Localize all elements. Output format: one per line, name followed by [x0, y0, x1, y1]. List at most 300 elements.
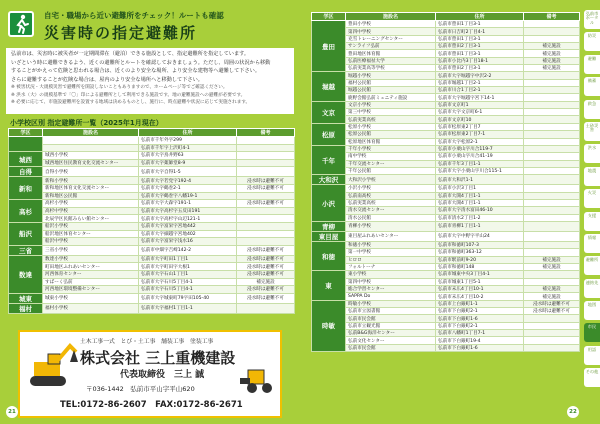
table-row: [9, 159, 295, 167]
facility-name: 三省小学校: [43, 245, 139, 255]
facility-name: 高杉中学校: [43, 207, 139, 215]
table-row: [312, 344, 580, 351]
facility-address: 弘前市大字城東町79字田105-40: [139, 293, 237, 303]
table-row: [312, 87, 580, 94]
excavator-icon: [24, 340, 80, 392]
facility-note: [524, 28, 580, 35]
intro-text: 弘前市は、災害時に被災者が一定期間滞在（避泊）できる施設として、指定避難所を指定しています。: [11, 51, 250, 57]
emergency-exit-icon: [8, 11, 34, 37]
facility-address: 弘前市清水2丁目1-2: [436, 214, 524, 221]
facility-note: 浸水時は避難不可: [524, 308, 580, 315]
table-row: [312, 79, 580, 86]
section-tab[interactable]: 支援: [584, 212, 600, 231]
facility-note: [237, 303, 295, 313]
column-header: 学区: [9, 129, 43, 137]
facility-name: 大和沢小学校: [346, 175, 436, 185]
table-row: [312, 72, 580, 79]
facility-address: 弘前市青柳1丁目1-1: [436, 221, 524, 231]
table-row: [312, 65, 580, 72]
facility-address: 弘前市八幡町1丁目7-1: [436, 330, 524, 337]
district-cell: 数達: [9, 255, 43, 293]
facility-address: 弘前市千年3丁目1-1: [436, 160, 524, 167]
facility-address: 弘前市大字松原2-1: [436, 138, 524, 145]
facility-name: 時敏小学校: [346, 300, 436, 307]
facility-name: 城西小学校: [43, 152, 139, 160]
facility-address: 弘前市大字石川5丁目4-1: [139, 286, 237, 294]
table-row: [312, 192, 580, 199]
facility-name: 第四中学校: [346, 278, 436, 285]
facility-address: 弘前市文京町10: [436, 116, 524, 123]
table-row: [312, 300, 580, 307]
facility-note: [524, 109, 580, 116]
table-row: [9, 270, 295, 278]
facility-address: 弘前市大字若党字192-4: [139, 177, 237, 185]
table-row: [9, 192, 295, 200]
facility-note: [524, 138, 580, 145]
section-tab[interactable]: 市民: [584, 323, 600, 342]
facility-name: 弘前文化センター: [346, 337, 436, 344]
facility-address: 弘前市大字鶴巻字八幡19-1: [139, 192, 237, 200]
table-row: [9, 177, 295, 185]
district-cell: 城西: [9, 152, 43, 167]
table-row: [9, 152, 295, 160]
facility-name: 河西地区環境整備センター: [43, 286, 139, 294]
intro-note: ※ 洪水（大）の規模基準で「〇」印による避難所として利用できる施設です。地の避難施設への避難が必要です。: [11, 92, 246, 98]
facility-address: 弘前市大字自得1-5: [139, 167, 237, 177]
facility-note: 浸水時は避難不可: [237, 184, 295, 192]
facility-name: 新和地区公民館: [43, 192, 139, 200]
district-cell: 松原: [312, 123, 346, 145]
table-row: [9, 222, 295, 230]
table-row: [312, 175, 580, 185]
ad-representative: 代表取締役 三上 誠: [120, 370, 205, 380]
section-tab[interactable]: 地図: [584, 301, 600, 320]
section-tab[interactable]: 備蓄: [584, 77, 600, 96]
column-header: 住所: [139, 129, 237, 137]
facility-name: 清水交流センター: [346, 207, 436, 214]
facility-address: 弘前市末広4丁目10-1: [436, 286, 524, 293]
facility-name: 河西体育センター: [43, 270, 139, 278]
table-row: [9, 263, 295, 271]
page-number: 22: [567, 406, 579, 418]
district-cell: 東: [312, 271, 346, 300]
facility-note: 補完施設: [524, 65, 580, 72]
intro-text: いざという時に避難できるよう、近くの避難所とルートを確認しておきましょう。ただし、周囲の状況から移動: [11, 59, 271, 66]
facility-note: [237, 207, 295, 215]
facility-name: 豊田小学校: [346, 21, 436, 28]
section-tab[interactable]: 避難: [584, 55, 600, 74]
facility-name: 自得小学校: [43, 167, 139, 177]
facility-address: 弘前市豊田2丁目3-1: [436, 43, 524, 50]
facility-note: [524, 101, 580, 108]
facility-address: 弘前市大字富栄字浅水16: [139, 238, 237, 246]
facility-note: [524, 175, 580, 185]
facility-note: [237, 144, 295, 152]
header-subtitle: 自宅・職場から近い避難所をチェック！ルートも確認: [44, 11, 224, 20]
table-row: [312, 231, 580, 241]
facility-note: [524, 145, 580, 152]
section-tab[interactable]: 火災: [584, 189, 600, 208]
facility-address: 弘前市上白銀町1-1: [436, 300, 524, 307]
district-cell: 新和: [9, 177, 43, 200]
facility-name: 清水公民館: [346, 214, 436, 221]
facility-name: 千年小学校: [346, 145, 436, 152]
facility-note: 補完施設: [524, 50, 580, 57]
facility-note: [524, 330, 580, 337]
table-row: [312, 293, 580, 300]
table-row: [312, 330, 580, 337]
table-row: [312, 185, 580, 192]
facility-note: 浸水時は避難不可: [237, 263, 295, 271]
table-row: [312, 214, 580, 221]
section-tabs: [584, 10, 600, 391]
facility-note: [524, 185, 580, 192]
facility-note: [524, 79, 580, 86]
facility-address: 弘前市大開4丁目1-1: [436, 199, 524, 206]
facility-note: [524, 21, 580, 28]
facility-address: 弘前市大字鳥井野63: [139, 152, 237, 160]
table-row: [9, 238, 295, 246]
table-row: [312, 271, 580, 278]
facility-note: 補完施設: [524, 293, 580, 300]
facility-note: 浸水時は避難不可: [237, 245, 295, 255]
facility-note: [524, 207, 580, 214]
facility-name: 弘前医療福祉大学: [346, 57, 436, 64]
district-cell: 大和沢: [312, 175, 346, 185]
table-row: [9, 144, 295, 152]
facility-name: 青柳小学校: [346, 221, 436, 231]
table-row: [312, 308, 580, 315]
section-tab[interactable]: 避難所: [584, 256, 600, 275]
facility-address: 弘前市大字細越字宮地402: [139, 230, 237, 238]
section-tab[interactable]: 弘前市ポータル: [584, 10, 600, 29]
intro-box: [6, 48, 294, 114]
facility-address: 弘前市大字堀越字宮下14-1: [436, 94, 524, 101]
facility-address: 弘前市大字薬師堂8-9: [139, 159, 237, 167]
table-row: [312, 109, 580, 116]
facility-note: [524, 249, 580, 256]
district-cell: 東目屋: [312, 231, 346, 241]
facility-note: [524, 35, 580, 42]
facility-address: 弘前市川合1丁目2-1: [436, 87, 524, 94]
district-cell: 船沢: [9, 222, 43, 245]
facility-name: 弘前市民会館: [346, 315, 436, 322]
facility-note: [524, 123, 580, 130]
section-tab[interactable]: 用語: [584, 346, 600, 365]
facility-address: 弘前市下白銀町2-1: [436, 322, 524, 329]
facility-name: 堀越小学校: [346, 72, 436, 79]
facility-name: 第一中学校: [346, 249, 436, 256]
facility-note: 浸水時は避難不可: [237, 270, 295, 278]
facility-name: 堀越公民館: [346, 87, 436, 94]
table-row: [9, 230, 295, 238]
table-row: [312, 241, 580, 248]
facility-name: 福村公民館: [346, 79, 436, 86]
facility-name: SAPPA Do: [346, 293, 436, 300]
facility-note: 浸水時は避難不可: [237, 286, 295, 294]
facility-address: 弘前市大字大森字191-1: [139, 200, 237, 208]
facility-address: 弘前市大字清水富田46-10: [436, 207, 524, 214]
ad-services: 土木工事一式 とび・土工事 舗装工事 塗装工事: [80, 339, 214, 345]
advertisement: [18, 330, 282, 418]
facility-note: [524, 214, 580, 221]
facility-address: 弘前市大字高杉字山辺121-1: [139, 215, 237, 223]
table-row: [312, 131, 580, 138]
facility-address: 弘前市大字富栄字宮地442: [139, 222, 237, 230]
section-tab[interactable]: 地震: [584, 167, 600, 186]
column-header: 施設名: [43, 129, 139, 137]
facility-name: 城西地区住民教育文化交流センター: [43, 159, 139, 167]
table-row: [312, 256, 580, 263]
district-cell: 時敏: [312, 300, 346, 351]
table-row: [312, 249, 580, 256]
table-row: [312, 322, 580, 329]
facility-name: 松原公民館: [346, 131, 436, 138]
facility-note: [524, 116, 580, 123]
facility-address: 弘前市大字高杉字五反田191: [139, 207, 237, 215]
facility-name: 船沢小学校: [43, 222, 139, 230]
table-row: [9, 207, 295, 215]
facility-address: 弘前市小栗山字川合41-19: [436, 153, 524, 160]
section-tab[interactable]: 連絡先: [584, 279, 600, 298]
facility-note: 補完施設: [524, 286, 580, 293]
table-row: [312, 167, 580, 174]
facility-address: 弘前市堀越1丁目2-1: [436, 79, 524, 86]
facility-address: 弘前市大字小栗山字川合115-1: [436, 167, 524, 174]
district-cell: [9, 137, 43, 152]
facility-name: 鹿野会館弘前ミュニティ施設: [346, 94, 436, 101]
facility-note: 浸水時は避難不可: [237, 293, 295, 303]
facility-address: 弘前市豊田1丁目3-1: [436, 50, 524, 57]
facility-name: すぱーく弘前: [43, 278, 139, 286]
facility-note: [237, 238, 295, 246]
table-row: [312, 315, 580, 322]
column-header: 備考: [524, 13, 580, 21]
facility-address: 弘前市大字福村1丁目1-1: [139, 303, 237, 313]
facility-note: [237, 222, 295, 230]
facility-note: [524, 221, 580, 231]
facility-note: 浸水時は避難不可: [237, 255, 295, 263]
section-tab[interactable]: 洪水: [584, 144, 600, 163]
district-cell: 高杉: [9, 200, 43, 223]
facility-name: 南中学校: [346, 153, 436, 160]
facility-note: [524, 322, 580, 329]
facility-address: 弘前市末広4丁目10-2: [436, 293, 524, 300]
facility-address: 弘前市小栗山字川合119-7: [436, 145, 524, 152]
facility-note: [237, 215, 295, 223]
facility-address: 弘前市大字堀越字中沢2-2: [436, 72, 524, 79]
facility-name: 高杉小学校: [43, 200, 139, 208]
table-row: [9, 215, 295, 223]
shelter-table-left: [8, 128, 295, 314]
table-row: [9, 303, 295, 313]
district-cell: 自得: [9, 167, 43, 177]
facility-name: 克雪トレーニングセンター: [346, 35, 436, 42]
table-row: [312, 160, 580, 167]
intro-note: ※ 被害状況・大規模災害で避難所を開設しないこともありますので、ホームページ等でご確認ください。: [11, 85, 228, 91]
left-page: [4, 4, 296, 420]
section-tab[interactable]: その他: [584, 368, 600, 387]
section-tab[interactable]: 防災: [584, 32, 600, 51]
facility-note: [524, 199, 580, 206]
facility-name: フォルトーナ: [346, 263, 436, 270]
facility-address: 弘前市大開4丁目1-1: [436, 192, 524, 199]
facility-name: 小沢小学校: [346, 185, 436, 192]
table-row: [312, 145, 580, 152]
facility-name: 文京小学校: [346, 101, 436, 108]
page-number: 21: [6, 406, 18, 418]
section-tab[interactable]: 救急: [584, 100, 600, 119]
facility-address: 弘前市大字鶴巻2-1: [139, 184, 237, 192]
page-title: 災害時の指定避難所: [44, 24, 198, 42]
facility-note: 補完施設: [524, 43, 580, 50]
facility-note: [524, 315, 580, 322]
facility-note: [524, 337, 580, 344]
facility-name: 新和地区体育文化交流センター: [43, 184, 139, 192]
facility-note: [237, 152, 295, 160]
facility-note: [524, 72, 580, 79]
facility-address: 弘前市駅前町9-20: [436, 256, 524, 263]
district-cell: 青柳: [312, 221, 346, 231]
facility-address: 弘前市大字石山1丁目1: [139, 270, 237, 278]
facility-note: [524, 94, 580, 101]
facility-note: [524, 271, 580, 278]
table-row: [9, 137, 295, 145]
facility-name: 弘前実業高等学校: [346, 65, 436, 72]
table-row: [312, 116, 580, 123]
facility-address: 弘前市和徳町363-12: [436, 249, 524, 256]
shelter-list-title: 小学校区別 指定避難所一覧（2025年1月現在）: [10, 119, 163, 127]
table-row: [312, 337, 580, 344]
facility-name: [43, 144, 139, 152]
facility-note: [524, 192, 580, 199]
facility-note: [524, 87, 580, 94]
table-row: [312, 28, 580, 35]
table-row: [9, 245, 295, 255]
facility-name: 北辰学区民館みらい館センター: [43, 215, 139, 223]
facility-name: 和徳小学校: [346, 241, 436, 248]
facility-name: 城東小学校: [43, 293, 139, 303]
facility-name: 総合学習センター: [346, 286, 436, 293]
district-cell: 和徳: [312, 241, 346, 270]
facility-address: 弘前市小比内3丁目18-1: [436, 57, 524, 64]
facility-note: [237, 159, 295, 167]
facility-note: [524, 278, 580, 285]
facility-address: 弘前市千年字上沢町4-1: [139, 144, 237, 152]
facility-note: 補完施設: [524, 263, 580, 270]
facility-name: 弘前B&G海洋センター: [346, 330, 436, 337]
facility-name: 弘前南高校: [346, 192, 436, 199]
table-row: [312, 263, 580, 270]
facility-name: 数達小学校: [43, 255, 139, 263]
district-cell: 三省: [9, 245, 43, 255]
table-row: [312, 50, 580, 57]
facility-name: ヒロロ: [346, 256, 436, 263]
facility-note: [524, 160, 580, 167]
facility-name: 東目屋ふれあいセンター: [346, 231, 436, 241]
intro-note: ※ 必要に応じて、市施設避難所を設置する地域は決めるものとし、施行に、時点避難や状況に応じて実施されます。: [11, 100, 251, 106]
facility-address: 弘前市豊田1丁目3-1: [436, 35, 524, 42]
facility-note: [237, 137, 295, 145]
facility-address: 弘前市和徳町107-3: [436, 241, 524, 248]
facility-name: 弘前市立図書館: [346, 308, 436, 315]
table-row: [312, 101, 580, 108]
column-header: 住所: [436, 13, 524, 21]
ad-address: 〒036-1442 弘前市平山字平山620: [86, 385, 195, 393]
facility-note: [237, 230, 295, 238]
table-row: [312, 21, 580, 28]
table-row: [9, 167, 295, 177]
facility-name: 新和小学校: [43, 177, 139, 185]
column-header: 学区: [312, 13, 346, 21]
table-row: [9, 184, 295, 192]
facility-note: 浸水時は避難不可: [524, 300, 580, 307]
facility-address: 弘前市下白銀町19-4: [436, 337, 524, 344]
facility-name: 弘前市民会館: [346, 344, 436, 351]
facility-address: 弘前市下白銀町2-1: [436, 308, 524, 315]
table-row: [312, 94, 580, 101]
facility-name: サンライフ弘前: [346, 43, 436, 50]
table-row: [312, 207, 580, 214]
facility-note: 補完施設: [237, 278, 295, 286]
table-row: [312, 43, 580, 50]
wheel-loader-icon: [236, 362, 276, 394]
table-row: [9, 286, 295, 294]
facility-address: 弘前市城東1丁目5-1: [436, 278, 524, 285]
facility-address: 弘前市大字石川5丁目4-1: [139, 278, 237, 286]
district-cell: 豊田: [312, 21, 346, 72]
table-row: [312, 138, 580, 145]
facility-note: 補完施設: [524, 256, 580, 263]
table-row: [312, 221, 580, 231]
facility-name: 松原地区体育館: [346, 138, 436, 145]
intro-text: さらに避難することが危険な場合は、屋内のより安全な場所へと移動して下さい。: [11, 76, 203, 83]
shelter-table-right: [311, 12, 580, 352]
section-tab[interactable]: 土砂災害: [584, 122, 600, 141]
facility-address: 弘前市大字町田1丁目1: [139, 255, 237, 263]
district-cell: 堀越: [312, 72, 346, 101]
facility-address: 弘前市松原東2丁目7-1: [436, 131, 524, 138]
column-header: 備考: [237, 129, 295, 137]
table-row: [9, 278, 295, 286]
table-row: [312, 57, 580, 64]
facility-address: 弘前市日吉町2丁目4-1: [436, 28, 524, 35]
facility-address: 弘前市下白銀町1-6: [436, 315, 524, 322]
section-tab[interactable]: 情報: [584, 234, 600, 253]
facility-note: 補完施設: [524, 57, 580, 64]
facility-address: 弘前市豊田1丁目3-1: [436, 21, 524, 28]
facility-note: [524, 131, 580, 138]
ad-company-name: 株式会社 三上重機建設: [80, 349, 236, 367]
facility-name: 弘前実業高校: [346, 116, 436, 123]
facility-name: 千年公民館: [346, 167, 436, 174]
district-cell: 福村: [9, 303, 43, 313]
facility-address: 弘前市松原東2丁目7: [436, 123, 524, 130]
ad-phone: TEL:0172-86-2607 FAX:0172-86-2671: [60, 400, 243, 410]
facility-note: [524, 241, 580, 248]
facility-address: 弘前市千年外字299: [139, 137, 237, 145]
facility-address: 弘前市文京町1: [436, 101, 524, 108]
table-row: [9, 255, 295, 263]
facility-note: 浸水時は避難不可: [237, 177, 295, 185]
facility-address: 弘前市大字町田字大根1: [139, 263, 237, 271]
facility-note: [524, 344, 580, 351]
district-cell: 城東: [9, 293, 43, 303]
facility-address: 弘前市大字文京町6-1: [436, 109, 524, 116]
facility-address: 弘前市大字中野字平山24: [436, 231, 524, 241]
facility-address: 弘前市城東中央3丁目4-1: [436, 271, 524, 278]
facility-name: 第三中学校: [346, 109, 436, 116]
